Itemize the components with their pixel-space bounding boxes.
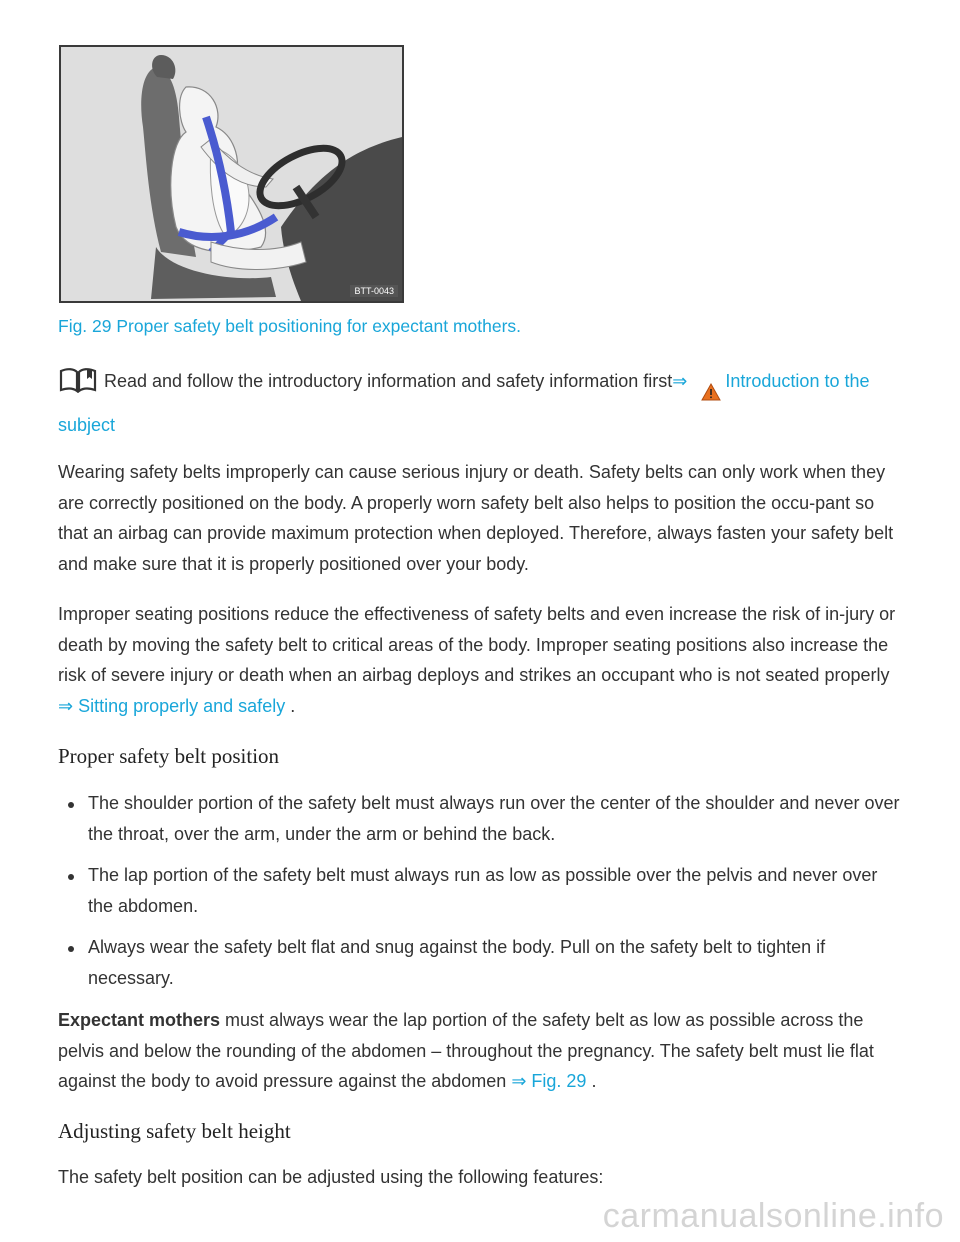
sitting-properly-link[interactable]: ⇒ Sitting properly and safely: [58, 695, 286, 716]
watermark: carmanualsonline.info: [602, 1197, 944, 1235]
list-item: Always wear the safety belt flat and snug against the body. Pull on the safety belt to tighten if necessary.: [58, 932, 906, 993]
figure-code-label: BTT-0043: [350, 285, 398, 297]
warning-triangle-icon: [701, 380, 721, 410]
list-item: The shoulder portion of the safety belt must always run over the center of the shoulder and never over the throat, over the arm, under the arm or behind the back.: [58, 788, 906, 849]
paragraph-seating-end: .: [290, 695, 296, 716]
introduction-link[interactable]: Introduction to the subject: [58, 371, 870, 435]
intro-arrow-link[interactable]: ⇒: [672, 371, 688, 391]
heading-adjusting-belt-height: Adjusting safety belt height: [58, 1119, 291, 1143]
figure-caption: Fig. 29 Proper safety belt positioning for expectant mothers.: [58, 316, 522, 336]
expectant-mothers-end: .: [591, 1071, 597, 1091]
list-item: The lap portion of the safety belt must always run as low as possible over the pelvis and never over the abdomen.: [58, 860, 906, 921]
paragraph-seating-text: Improper seating positions reduce the effectiveness of safety belts and even increase the risk of in-jury or death by moving the safety belt to critical areas of the body. Improper seating positions also increase the risk of severe injury or death when an airbag deploys and strikes an occupant who is not seated properly: [58, 604, 896, 685]
paragraph-expectant-mothers: [58, 1005, 906, 1097]
figure-image: [59, 45, 404, 303]
heading-proper-belt-position: Proper safety belt position: [58, 744, 280, 768]
pregnant-driver-illustration: [61, 47, 402, 301]
paragraph-seating-positions: [58, 599, 906, 721]
intro-line: [58, 366, 903, 440]
expectant-mothers-text: must always wear the lap portion of the safety belt as low as possible across the pelvis and below the rounding of the abdomen – throughout the pregnancy. The safety belt must lie flat against the body to avoid pressure against the abdomen: [58, 1010, 874, 1091]
paragraph-adjusting-features: The safety belt position can be adjusted using the following features:: [58, 1167, 604, 1187]
paragraph-belts-improper: Wearing safety belts improperly can cause serious injury or death. Safety belts can only work when they are correctly positioned on the body. A properly worn safety belt also helps to position the occu-pant so that an airbag can provide maximum protection when deployed. Therefore, always fasten your safety belt and make sure that it is properly positioned over your body.: [58, 462, 894, 574]
fig-29-link[interactable]: ⇒ Fig. 29: [511, 1071, 587, 1091]
book-icon: [58, 367, 98, 402]
belt-position-list: [58, 788, 906, 1004]
expectant-mothers-bold: Expectant mothers: [58, 1010, 221, 1030]
intro-text: Read and follow the introductory information and safety information first: [104, 371, 673, 391]
